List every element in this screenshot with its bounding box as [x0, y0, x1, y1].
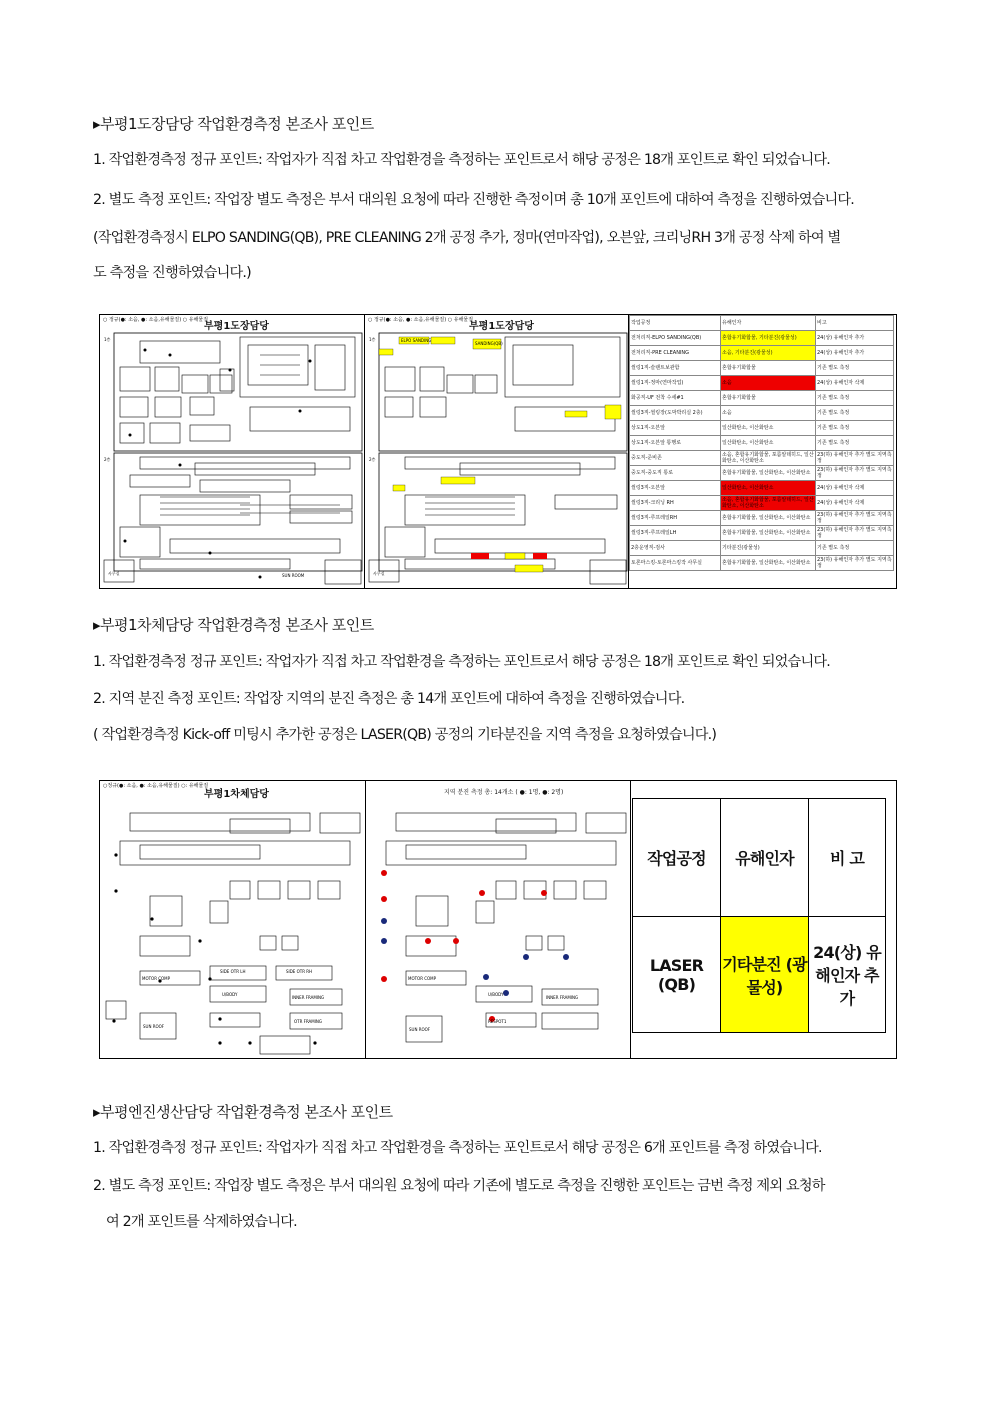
floor1-label: 1층: [104, 337, 111, 342]
sanding-qb-label: SANDING(QB): [475, 341, 503, 346]
cell: 23(하) 유해인자 추가 별도 지역측정: [817, 527, 892, 539]
body-floorplan-dust: [366, 781, 631, 1058]
cell: 소음, 혼합유기화합물, 포름알데히드, 일산화탄소, 이산화탄소: [722, 497, 814, 509]
cell: 씰링3직-씰링장(도막박리실 2층): [630, 406, 721, 421]
paint-floorplan-extra: [365, 315, 629, 588]
floorplan-title: 부평1도장담당: [469, 321, 534, 332]
cell: 24(상) 유해인자 삭제: [816, 496, 894, 511]
cell: 씰링3직-오븐앞: [630, 481, 721, 496]
cell: 24(상) 유해인자 삭제: [816, 481, 894, 496]
motor-comp-label: MOTOR COMP: [408, 976, 437, 981]
floorplan-drawing: [100, 315, 364, 588]
sunroof-label: SUN ROOF: [143, 1024, 165, 1029]
otr-framing-label: OTR FRAMING: [294, 1019, 323, 1024]
floorplan-drawing: [100, 781, 365, 1058]
cell: 혼합유기화합물, 일산화탄소, 이산화탄소: [721, 466, 816, 481]
inner-framing-label: INNER FRAMING: [292, 995, 325, 1000]
table-row: [630, 541, 894, 556]
table-row: [630, 436, 894, 451]
section3-line3: 여 2개 포인트를 삭제하였습니다.: [106, 1214, 297, 1230]
floor2-label: 2층: [104, 457, 111, 462]
floor2-label: 2층: [369, 457, 376, 462]
cell: 23(하) 유해인자 추가 별도 지역측정: [817, 452, 892, 464]
cell: 씰링3직-루프레일LH: [630, 526, 721, 541]
cell: 24(상) 유해인자 추가: [816, 346, 894, 361]
cell: 소음: [721, 376, 816, 391]
cell: 23(하) 유해인자 추가 별도 지역측정: [817, 557, 892, 569]
legend: ○정규(●: 소음, ●: 소음,유해물질) ○: 유해물질: [103, 783, 209, 789]
table-row: [630, 496, 894, 511]
section3-title: ▸부평엔진생산담당 작업환경측정 본조사 포인트: [93, 1103, 393, 1121]
section2-line2: 2. 지역 분진 측정 포인트: 작업장 지역의 분진 측정은 총 14개 포인트에 대하여 측정을 진행하였습니다.: [93, 691, 685, 707]
cell: 혼합유기화합물, 일산화탄소, 이산화탄소: [721, 556, 816, 571]
table-row: [630, 511, 894, 526]
floorplan-title: 부평1도장담당: [204, 321, 269, 332]
section3-line1: 1. 작업환경측정 정규 포인트: 작업자가 직접 차고 작업환경을 측정하는 포인트로서 해당 공정은 6개 포인트를 측정 하였습니다.: [93, 1140, 822, 1156]
cell: 기존 별도 측정: [816, 406, 894, 421]
cell: 상도1직-오븐앞: [630, 421, 721, 436]
cell: 소음: [721, 406, 816, 421]
cell: LASER (QB): [633, 917, 721, 1033]
cell: 기존 별도 측정: [816, 541, 894, 556]
cell: 혼합유기화합물, 일산화탄소, 이산화탄소: [721, 526, 816, 541]
cell: 혼합유기화합물: [721, 361, 816, 376]
table-row: [630, 481, 894, 496]
floor1-label: 1층: [369, 337, 376, 342]
legend: ○ 정규(●: 소음, ●: 소음,유해물질) ○ 유해물질: [103, 317, 209, 323]
cell: 씰링3직-루프레일RH: [630, 511, 721, 526]
section2-line3: ( 작업환경측정 Kick-off 미팅시 추가한 공정은 LASER(QB) 공정의 기타분진을 지역 측정을 요청하였습니다.): [93, 727, 717, 743]
cell: 일산화탄소, 이산화탄소: [721, 421, 816, 436]
cell: 소음, 기타분진(광물성): [721, 346, 816, 361]
paint-floorplan-regular: [100, 315, 365, 588]
paint-measurement-table: [629, 315, 895, 588]
cell: 소음, 혼합유기화합물, 포름알데히드, 일산화탄소, 이산화탄소: [722, 452, 814, 464]
section1-line1: 1. 작업환경측정 정규 포인트: 작업자가 직접 차고 작업환경을 측정하는 포인트로서 해당 공정은 18개 포인트로 확인 되었습니다.: [93, 152, 830, 168]
cell: 24(상) 유해인자 추가: [809, 917, 886, 1033]
laser-table: [632, 798, 886, 1033]
cell: 기존 별도 측정: [816, 436, 894, 451]
table-row: [630, 406, 894, 421]
table-row: [630, 361, 894, 376]
cell: 씰링1직-슬랜트보관함: [630, 361, 721, 376]
cell: 전처리직-ELPO SANDING(QB): [630, 331, 721, 346]
cell: 중도직-중도직 통로: [630, 466, 721, 481]
table-row: [630, 526, 894, 541]
col-header: 유해인자: [721, 316, 816, 331]
cell: 화공직-UF 전착 수세#1: [630, 391, 721, 406]
col-header: 유해인자: [721, 799, 809, 917]
cell: 일산화탄소, 이산화탄소: [721, 436, 816, 451]
inner-framing-label: INNER FRAMING: [546, 995, 579, 1000]
cell: 기존 별도 측정: [816, 361, 894, 376]
table-row: [633, 917, 886, 1033]
cell: 2층운영직-검사: [630, 541, 721, 556]
col-header: 비 고: [809, 799, 886, 917]
cell: 혼합유기화합물, 기타분진(광물성): [721, 331, 816, 346]
cell: 씰링1직-정마(연마작업): [630, 376, 721, 391]
office-label: 사무실: [373, 571, 385, 576]
table-row: [630, 331, 894, 346]
cell: 토론마스킹-토론마스킹작 사무실: [630, 556, 721, 571]
table-row: [630, 421, 894, 436]
cell: 23(하) 유해인자 추가 별도 지역측정: [817, 467, 892, 479]
section1-line4: 도 측정을 진행하였습니다.): [93, 265, 251, 281]
sunroom-label: SUN ROOM: [282, 573, 305, 578]
section1-title: ▸부평1도장담당 작업환경측정 본조사 포인트: [93, 115, 374, 133]
floorplan-drawing: [366, 781, 630, 1058]
cell: 기존 별도 측정: [816, 391, 894, 406]
paint-shop-figure: [99, 314, 897, 589]
cell: 혼합유기화합물, 일산화탄소, 이산화탄소: [721, 511, 816, 526]
col-header: 비고: [816, 316, 894, 331]
side-otr-lh-label: SIDE OTR LH: [220, 969, 246, 974]
floorplan-title: 부평1차체담당: [204, 789, 269, 800]
section2-line1: 1. 작업환경측정 정규 포인트: 작업자가 직접 차고 작업환경을 측정하는 포인트로서 해당 공정은 18개 포인트로 확인 되었습니다.: [93, 654, 830, 670]
motor-comp-label: MOTOR COMP: [142, 976, 171, 981]
table-row: [630, 556, 894, 571]
body-floorplan-regular: [100, 781, 366, 1058]
section2-title: ▸부평1차체담당 작업환경측정 본조사 포인트: [93, 616, 374, 634]
sunroof-label: SUN ROOF: [409, 1027, 431, 1032]
legend: ○ 정규(●: 소음, ●: 소음,유해물질) ○ 유해물질: [368, 317, 474, 323]
cell: 전처리직-PRE CLEANING: [630, 346, 721, 361]
cell: 일산화탄소, 이산화탄소: [721, 481, 816, 496]
col-header: 작업공정: [633, 799, 721, 917]
table-row: [630, 466, 894, 481]
cell: 23(하) 유해인자 추가 별도 지역측정: [817, 512, 892, 524]
cell: 씰링3직-크리닝 RH: [630, 496, 721, 511]
table-row: [630, 376, 894, 391]
table-row: [630, 346, 894, 361]
section1-line2: 2. 별도 측정 포인트: 작업장 별도 측정은 부서 대의원 요청에 따라 진행한 측정이며 총 10개 포인트에 대하여 측정을 진행하였습니다.: [93, 192, 855, 208]
cell: 기존 별도 측정: [816, 421, 894, 436]
section1-line3: (작업환경측정시 ELPO SANDING(QB), PRE CLEANING 2개 공정 추가, 정마(연마작업), 오븐앞, 크리닝RH 3개 공정 삭제 하여 별: [93, 230, 841, 246]
cell: 중도직-준비존: [630, 451, 721, 466]
elpo-sanding-label: ELPO SANDING: [401, 338, 432, 343]
cell: 기타분진 (광물성): [721, 917, 809, 1033]
ubody-label: U/BODY: [222, 992, 238, 997]
cell: 24(상) 유해인자 삭제: [816, 376, 894, 391]
ubody-label: U/BODY: [488, 992, 504, 997]
side-otr-rh-label: SIDE OTR RH: [286, 969, 313, 974]
table-row: [630, 391, 894, 406]
col-header: 작업공정: [630, 316, 721, 331]
respot1-label: RESPOT1: [488, 1019, 507, 1024]
section3-line2: 2. 별도 측정 포인트: 작업장 별도 측정은 부서 대의원 요청에 따라 기존에 별도로 측정을 진행한 포인트는 금번 측정 제외 요청하: [93, 1178, 825, 1194]
cell: 혼합유기화합물: [721, 391, 816, 406]
dust-title: 지역 분진 측정 총: 14개소 ( ●: 1명, ●: 2명): [444, 789, 564, 796]
table-row: [630, 451, 894, 466]
cell: 상도1직-오븐앞 통행로: [630, 436, 721, 451]
floorplan-drawing: [365, 315, 628, 588]
office-label: 사무실: [108, 571, 120, 576]
cell: 기타분진(광물성): [721, 541, 816, 556]
cell: 24(상) 유해인자 추가: [816, 331, 894, 346]
